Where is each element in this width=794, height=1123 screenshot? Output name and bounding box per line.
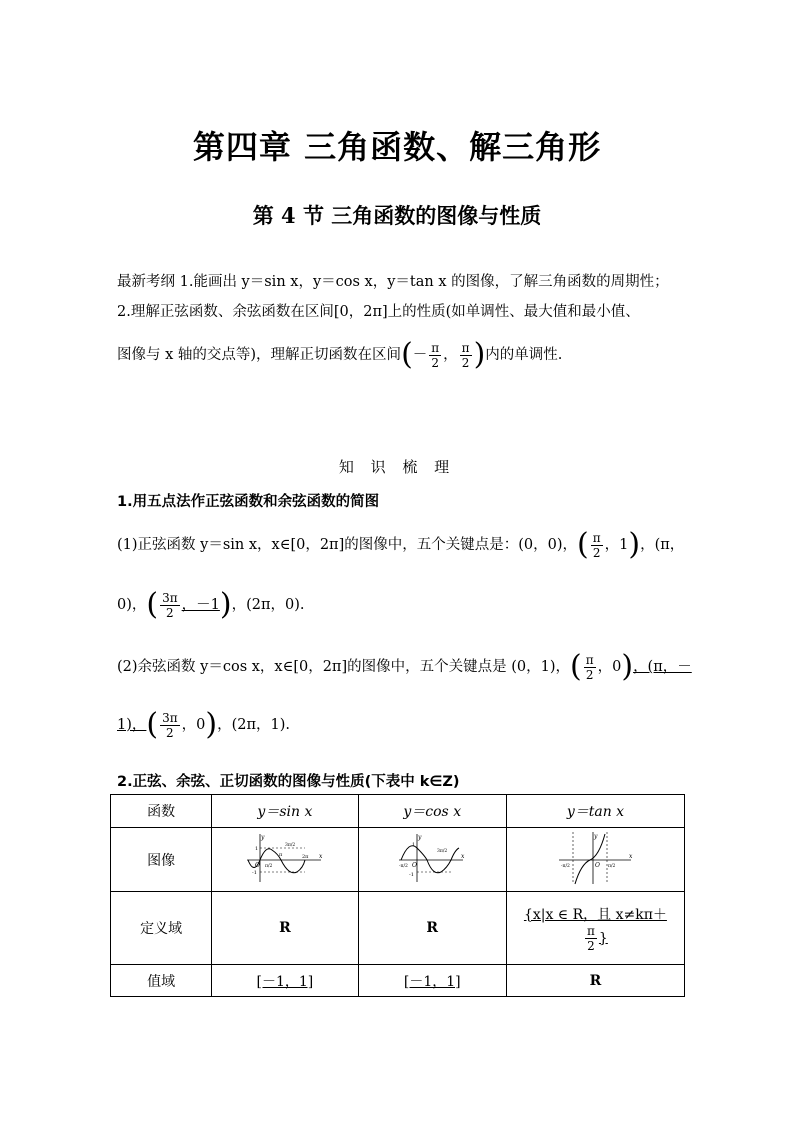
x-label: x: [461, 852, 465, 860]
cos-text: (2)余弦函数 y＝cos x，x∈[0，2π]的图像中，五个关键点是 (0，1)，: [117, 659, 570, 675]
sin-text: 0)，: [117, 597, 147, 613]
sin-keypoints-line-1: [117, 527, 685, 562]
outline-line-1: 最新考纲 1.能画出 y＝sin x，y＝cos x，y＝tan x 的图像，了解三角函数的周期性；: [117, 274, 669, 290]
fraction-pi-2: [584, 653, 596, 682]
tick-label: 1: [254, 845, 259, 852]
fraction-denominator: 2: [166, 725, 174, 740]
cosine-curve: [401, 845, 459, 872]
right-paren: ): [473, 337, 486, 372]
chapter-title: 第四章 三角函数、解三角形: [192, 128, 602, 166]
fraction-numerator: π: [587, 923, 595, 938]
fraction-numerator: 3π: [162, 710, 178, 725]
fraction-3pi-2: [160, 591, 180, 620]
sin-point-value: ，－1: [181, 597, 220, 613]
left-paren: (: [146, 707, 159, 742]
outline-line-3: [117, 337, 563, 372]
tick-label: -1: [251, 869, 257, 876]
table-cell: R: [212, 892, 358, 965]
tick-label: π/2: [608, 863, 616, 869]
cos-keypoints-line-1: [117, 649, 692, 684]
fraction-denominator: 2: [587, 938, 595, 953]
sin-text: (1)正弦函数 y＝sin x，x∈[0，2π]的图像中，五个关键点是：(0，0)，: [117, 537, 578, 553]
sin-point-value: ，1: [604, 537, 629, 553]
tick-label: π/2: [264, 863, 273, 869]
left-paren: (: [146, 587, 159, 622]
right-paren: ): [219, 587, 232, 622]
tangent-curve: [575, 834, 605, 884]
table-cell: R: [506, 965, 684, 997]
cos-point-value: ，0: [181, 717, 206, 733]
fraction-pi-2: [591, 531, 603, 560]
right-paren: ): [621, 649, 634, 684]
item-2-heading: 2.正弦、余弦、正切函数的图像与性质(下表中 k∈Z): [117, 774, 460, 790]
fraction-numerator: π: [585, 652, 594, 667]
left-paren: (: [401, 337, 413, 372]
outline-line-3-tail: 内的单调性.: [485, 347, 563, 363]
table-header-cell: 函数: [111, 795, 212, 828]
left-paren: (: [577, 527, 589, 562]
sin-text-tail: ，(π，: [640, 537, 685, 553]
item-1-heading: 1.用五点法作正弦函数和余弦函数的简图: [117, 494, 380, 510]
tick-label: 1: [412, 841, 416, 848]
cos-keypoints-line-2: [117, 707, 290, 742]
table-cell: [－1，1]: [212, 965, 358, 997]
fraction-numerator: π: [431, 340, 440, 355]
sin-graph-cell: [212, 828, 358, 892]
table-row: [111, 892, 685, 965]
tan-domain-cell: [506, 892, 684, 965]
fraction-denominator: 2: [585, 667, 594, 682]
cos-text-tail: ，(π，－: [633, 659, 692, 675]
table-header-cell: y＝tan x: [506, 795, 684, 828]
fraction-denominator: 2: [431, 355, 440, 370]
sin-text-tail: ，(2π，0).: [231, 597, 305, 613]
cos-graph-cell: [358, 828, 506, 892]
tick-label: -π/2: [561, 863, 571, 869]
fraction-denominator: 2: [166, 605, 174, 620]
table-cell: 值域: [111, 965, 212, 997]
x-label: x: [629, 852, 633, 860]
tick-label: 2π: [301, 853, 309, 860]
minus-sign: －: [412, 347, 428, 363]
tan-domain-text: {x|x ∈ R，且 x≠kπ＋: [523, 906, 667, 923]
right-paren: ): [628, 527, 641, 562]
sin-keypoints-line-2: [117, 587, 305, 622]
fraction-pi-2: [585, 924, 597, 953]
origin-label: O: [595, 861, 601, 869]
tan-graph: [555, 830, 635, 886]
properties-table: [110, 794, 685, 997]
fraction-3pi-2: [160, 711, 180, 740]
y-label: y: [260, 833, 265, 841]
fraction-neg-pi-2: [429, 341, 441, 370]
origin-label: O: [254, 861, 260, 869]
outline-line-2: 2.理解正弦函数、余弦函数在区间[0，2π]上的性质(如单调性、最大值和最小值、: [117, 304, 640, 320]
right-paren: ): [205, 707, 218, 742]
tick-label: -π/2: [399, 863, 409, 869]
cos-text: 1)，: [117, 717, 147, 733]
fraction-denominator: 2: [592, 545, 601, 560]
cos-text-tail: ，(2π，1).: [217, 717, 290, 733]
section-title: 第 4 节 三角函数的图像与性质: [252, 203, 542, 228]
table-header-cell: y＝cos x: [358, 795, 506, 828]
y-label: y: [594, 832, 598, 840]
tick-label: 3π/2: [437, 848, 448, 854]
tick-label: π: [278, 851, 283, 858]
knowledge-heading: 知 识 梳 理: [338, 458, 456, 476]
tick-label: 3π/2: [284, 842, 296, 848]
table-row: [111, 828, 685, 892]
comma: ，: [443, 347, 458, 363]
fraction-pi-2: [460, 341, 472, 370]
table-row: [111, 795, 685, 828]
table-cell: R: [358, 892, 506, 965]
fraction-numerator: π: [461, 340, 470, 355]
fraction-numerator: π: [592, 530, 601, 545]
table-header-cell: y＝sin x: [212, 795, 358, 828]
table-cell: [－1，1]: [358, 965, 506, 997]
left-paren: (: [570, 649, 582, 684]
outline-line-3-text: 图像与 x 轴的交点等)，理解正切函数在区间: [117, 347, 402, 363]
tick-label: -1: [409, 871, 415, 878]
x-label: x: [318, 852, 323, 860]
cos-graph: [397, 830, 467, 886]
cos-point-value: ，0: [597, 659, 622, 675]
table-cell: 图像: [111, 828, 212, 892]
closing-brace: }: [598, 930, 608, 946]
fraction-denominator: 2: [461, 355, 470, 370]
y-label: y: [418, 833, 422, 841]
tan-graph-cell: [506, 828, 684, 892]
table-row: [111, 965, 685, 997]
table-cell: 定义域: [111, 892, 212, 965]
origin-label: O: [412, 861, 418, 869]
sin-graph: [245, 830, 325, 886]
fraction-numerator: 3π: [162, 590, 178, 605]
